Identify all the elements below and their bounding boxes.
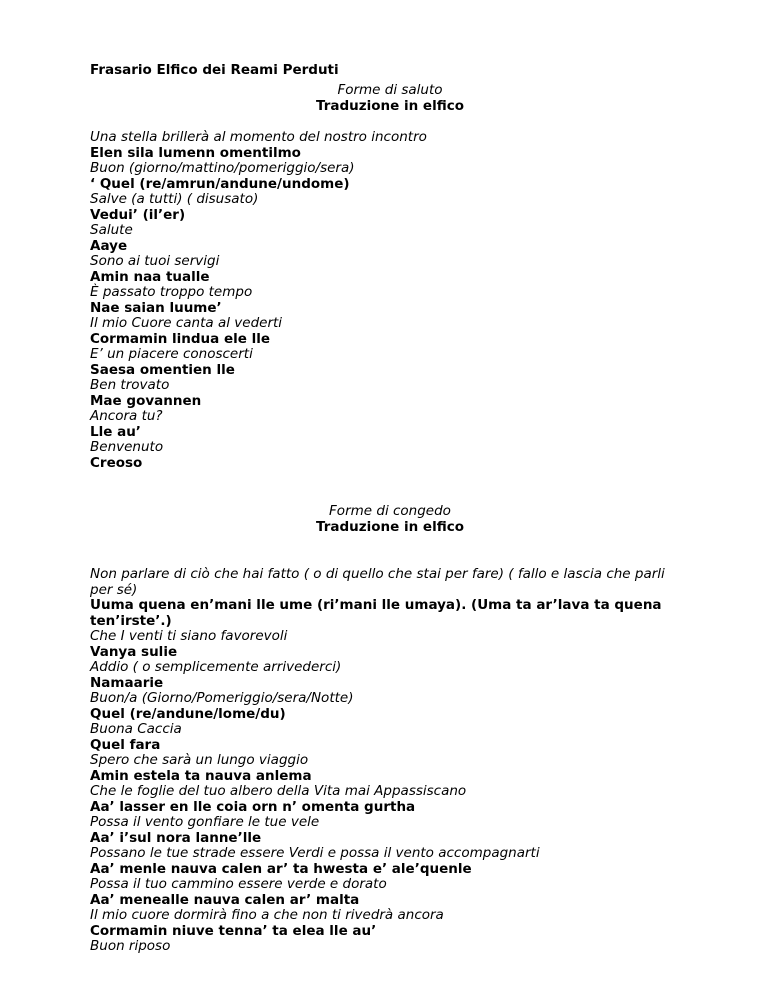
elvish-phrase: Aa’ i’sul nora lanne’lle bbox=[90, 829, 262, 846]
document-page bbox=[90, 62, 690, 955]
elvish-phrase: Elen sila lumenn omentilmo bbox=[90, 144, 301, 161]
section-heading-italic: Forme di saluto bbox=[337, 82, 443, 98]
italian-phrase: Ben trovato bbox=[90, 377, 170, 393]
elvish-phrase: Aa’ menle nauva calen ar’ ta hwesta e’ ale’quenle bbox=[90, 860, 472, 877]
italian-phrase: Sono ai tuoi servigi bbox=[90, 253, 220, 269]
italian-phrase: Ancora tu? bbox=[90, 408, 163, 424]
phrase-list-greetings bbox=[90, 130, 690, 471]
elvish-phrase: Mae govannen bbox=[90, 392, 202, 409]
elvish-phrase: Saesa omentien lle bbox=[90, 361, 235, 378]
italian-phrase: Non parlare di ciò che hai fatto ( o di quello che stai per fare) ( fallo e lascia che parli per sé) bbox=[90, 566, 665, 598]
italian-phrase: Una stella brillerà al momento del nostro incontro bbox=[90, 129, 427, 145]
italian-phrase: È passato troppo tempo bbox=[90, 284, 253, 300]
document-title: Frasario Elfico dei Reami Perduti bbox=[90, 62, 339, 78]
italian-phrase: Possa il vento gonfiare le tue vele bbox=[90, 814, 320, 830]
elvish-phrase: Aa’ menealle nauva calen ar’ malta bbox=[90, 891, 360, 908]
elvish-phrase: Aa’ lasser en lle coia orn n’ omenta gurtha bbox=[90, 798, 416, 815]
elvish-phrase: Namaarie bbox=[90, 674, 164, 691]
elvish-phrase: Uuma quena en’mani lle ume (ri’mani lle umaya). (Uma ta ar’lava ta quena ten’irste’.) bbox=[90, 597, 662, 629]
section-heading-bold: Traduzione in elfico bbox=[316, 98, 464, 114]
elvish-phrase: Nae saian luume’ bbox=[90, 299, 222, 316]
italian-phrase: E’ un piacere conoscerti bbox=[90, 346, 253, 362]
elvish-phrase: Vanya sulie bbox=[90, 643, 178, 660]
italian-phrase: Salute bbox=[90, 222, 133, 238]
elvish-phrase: Vedui’ (il’er) bbox=[90, 206, 186, 223]
italian-phrase: Il mio cuore dormirà fino a che non ti rivedrà ancora bbox=[90, 907, 444, 923]
section-heading-farewells bbox=[90, 503, 690, 535]
italian-phrase: Possano le tue strade essere Verdi e possa il vento accompagnarti bbox=[90, 845, 540, 861]
italian-phrase: Buona Caccia bbox=[90, 721, 182, 737]
elvish-phrase: Lle au’ bbox=[90, 423, 141, 440]
italian-phrase: Che I venti ti siano favorevoli bbox=[90, 628, 288, 644]
phrase-list-farewells bbox=[90, 567, 690, 955]
elvish-phrase: Cormamin lindua ele lle bbox=[90, 330, 271, 347]
italian-phrase: Il mio Cuore canta al vederti bbox=[90, 315, 283, 331]
elvish-phrase: Amin estela ta nauva anlema bbox=[90, 767, 312, 784]
elvish-phrase: Quel fara bbox=[90, 736, 161, 753]
elvish-phrase: Amin naa tualle bbox=[90, 268, 210, 285]
section-heading-italic: Forme di congedo bbox=[329, 503, 451, 519]
elvish-phrase: ‘ Quel (re/amrun/andune/undome) bbox=[90, 175, 350, 192]
italian-phrase: Addio ( o semplicemente arrivederci) bbox=[90, 659, 342, 675]
elvish-phrase: Creoso bbox=[90, 454, 143, 471]
italian-phrase: Benvenuto bbox=[90, 439, 164, 455]
elvish-phrase: Quel (re/andune/lome/du) bbox=[90, 705, 286, 722]
italian-phrase: Buon riposo bbox=[90, 938, 171, 954]
section-heading-bold: Traduzione in elfico bbox=[316, 519, 464, 535]
elvish-phrase: Cormamin niuve tenna’ ta elea lle au’ bbox=[90, 922, 377, 939]
elvish-phrase: Aaye bbox=[90, 237, 128, 254]
italian-phrase: Possa il tuo cammino essere verde e dorato bbox=[90, 876, 387, 892]
italian-phrase: Buon/a (Giorno/Pomeriggio/sera/Notte) bbox=[90, 690, 354, 706]
italian-phrase: Che le foglie del tuo albero della Vita mai Appassiscano bbox=[90, 783, 467, 799]
section-heading-greetings bbox=[90, 82, 690, 114]
italian-phrase: Salve (a tutti) ( disusato) bbox=[90, 191, 259, 207]
italian-phrase: Buon (giorno/mattino/pomeriggio/sera) bbox=[90, 160, 355, 176]
italian-phrase: Spero che sarà un lungo viaggio bbox=[90, 752, 309, 768]
